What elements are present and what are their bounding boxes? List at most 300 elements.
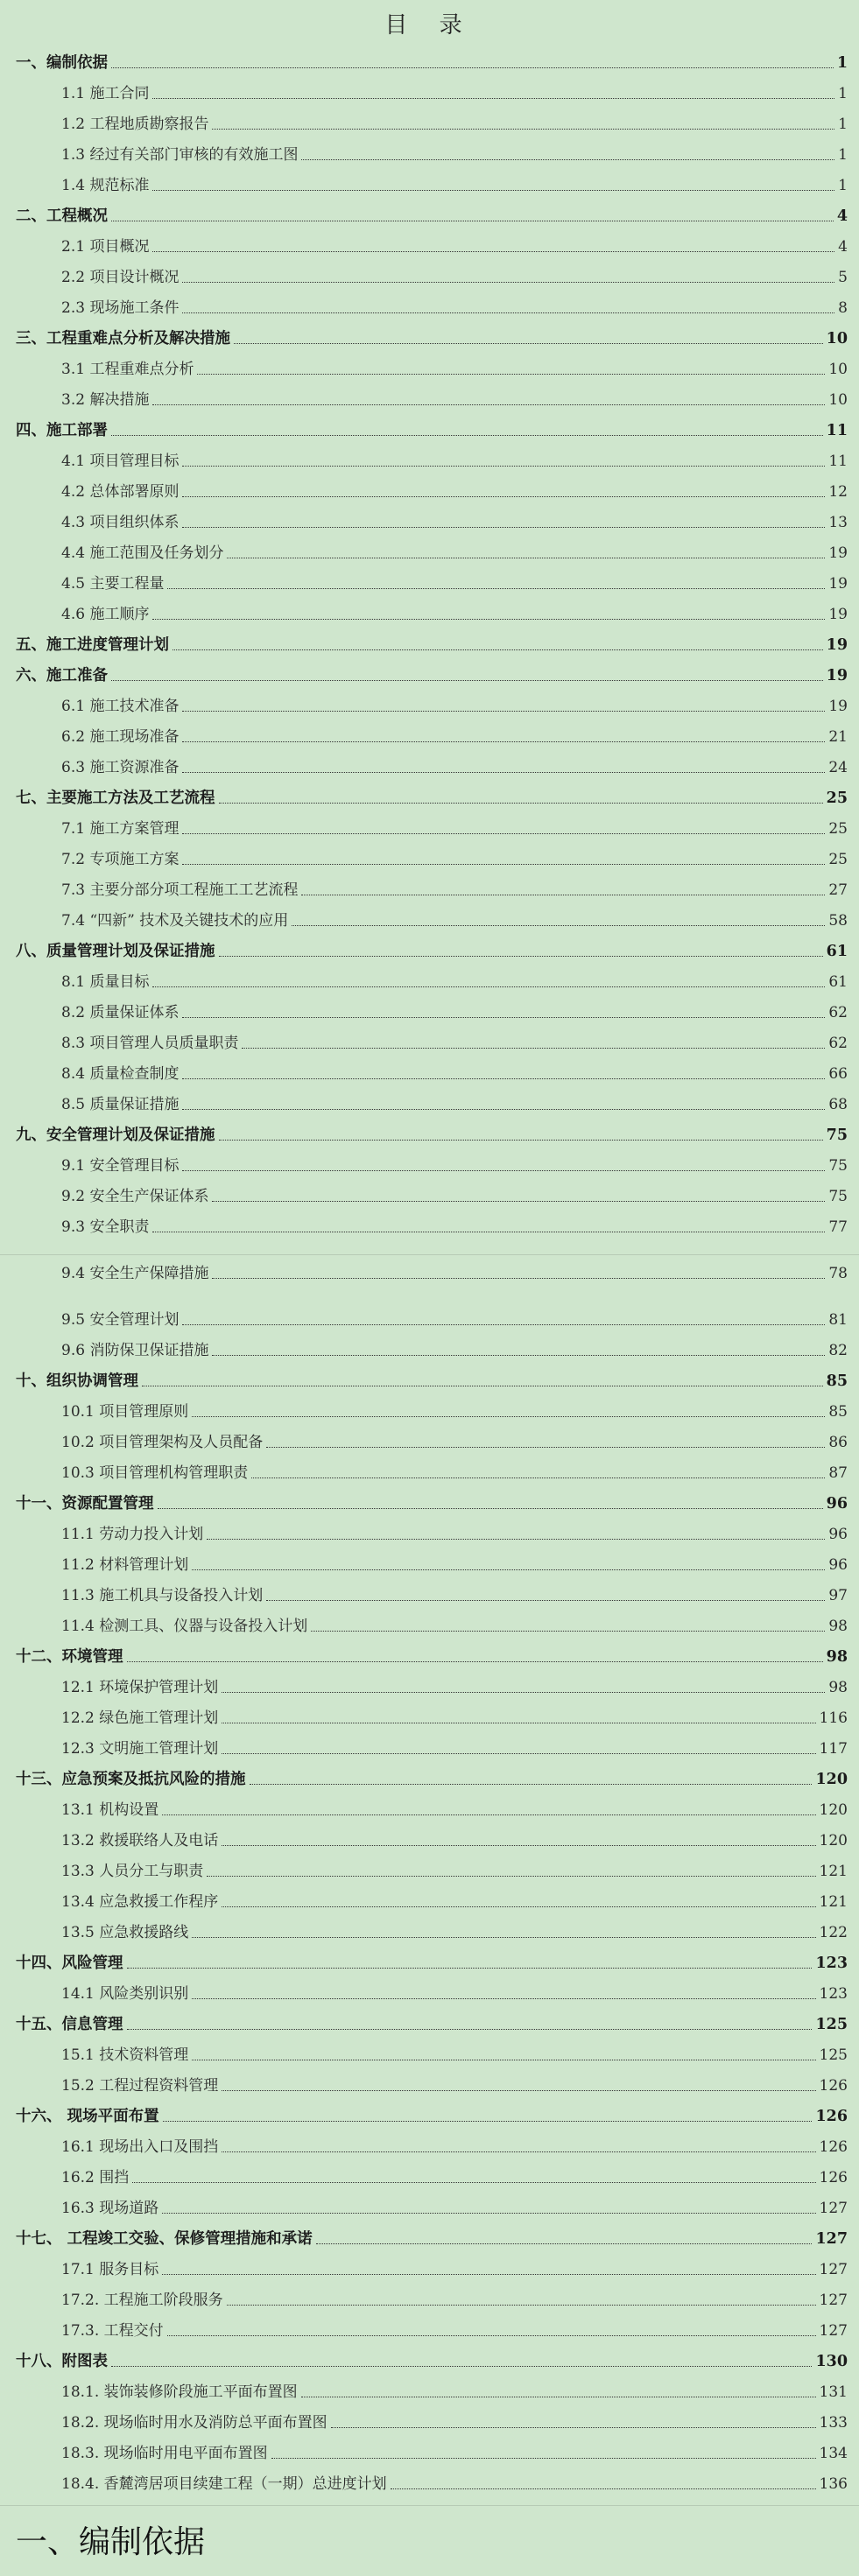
toc-section-entry[interactable] bbox=[0, 900, 848, 930]
toc-entry-title: 七、主要施工方法及工艺流程 bbox=[16, 790, 215, 807]
toc-section-entry[interactable] bbox=[0, 1253, 848, 1282]
toc-dot-leader bbox=[182, 1109, 825, 1110]
toc-dot-leader bbox=[162, 2274, 815, 2275]
toc-page-number: 66 bbox=[828, 1065, 848, 1083]
toc-dot-leader bbox=[182, 1078, 825, 1079]
toc-section-entry[interactable] bbox=[0, 1022, 848, 1052]
toc-page-number: 127 bbox=[819, 2261, 848, 2278]
toc-entry-title: 3.1 工程重难点分析 bbox=[61, 361, 194, 378]
toc-entry-title: 11.2 材料管理计划 bbox=[61, 1556, 189, 1574]
toc-page-number: 62 bbox=[828, 1004, 848, 1021]
toc-dot-leader bbox=[127, 2029, 813, 2030]
toc-dot-leader bbox=[173, 649, 823, 650]
toc-section-entry[interactable] bbox=[0, 103, 848, 133]
toc-dot-leader bbox=[222, 2090, 815, 2091]
toc-chapter-entry[interactable] bbox=[0, 410, 848, 439]
toc-dot-leader bbox=[212, 1355, 825, 1356]
toc-page-number: 82 bbox=[828, 1342, 848, 1359]
toc-section-entry[interactable] bbox=[0, 2310, 848, 2340]
toc-entry-title: 18.1. 装饰装修阶段施工平面布置图 bbox=[61, 2383, 298, 2401]
toc-entry-title: 1.2 工程地质勘察报告 bbox=[61, 116, 209, 133]
toc-dot-leader bbox=[152, 190, 834, 191]
toc-dot-leader bbox=[162, 2213, 815, 2214]
toc-dot-leader bbox=[182, 772, 825, 773]
toc-page-number: 11 bbox=[828, 453, 848, 470]
toc-entry-title: 12.1 环境保护管理计划 bbox=[61, 1679, 219, 1696]
toc-page-number: 12 bbox=[828, 483, 848, 501]
toc-page-number: 96 bbox=[826, 1495, 848, 1513]
toc-entry-title: 4.2 总体部署原则 bbox=[61, 483, 180, 501]
toc-dot-leader bbox=[182, 1017, 825, 1018]
toc-entry-title: 10.2 项目管理架构及人员配备 bbox=[61, 1434, 264, 1451]
toc-entry-title: 18.2. 现场临时用水及消防总平面布置图 bbox=[61, 2414, 327, 2432]
toc-page-number: 19 bbox=[828, 544, 848, 562]
toc-page-number: 19 bbox=[826, 636, 848, 654]
toc-chapter-entry[interactable] bbox=[0, 2095, 848, 2125]
toc-page-number: 120 bbox=[819, 1801, 848, 1819]
toc-dot-leader bbox=[182, 1170, 825, 1171]
toc-chapter-entry[interactable] bbox=[0, 42, 848, 72]
toc-entry-title: 18.4. 香麓湾居项目续建工程（一期）总进度计划 bbox=[61, 2475, 387, 2493]
toc-dot-leader bbox=[222, 1753, 815, 1754]
toc-dot-leader bbox=[111, 2366, 812, 2367]
toc-section-entry[interactable] bbox=[0, 502, 848, 531]
toc-dot-leader bbox=[207, 1876, 815, 1877]
toc-entry-title: 8.1 质量目标 bbox=[61, 973, 150, 991]
toc-entry-title: 九、安全管理计划及保证措施 bbox=[16, 1127, 215, 1144]
toc-chapter-entry[interactable] bbox=[0, 1942, 848, 1972]
toc-dot-leader bbox=[212, 1201, 825, 1202]
toc-page-number: 96 bbox=[828, 1526, 848, 1543]
toc-dot-leader bbox=[222, 1692, 825, 1693]
toc-section-entry[interactable] bbox=[0, 869, 848, 899]
toc-section-entry[interactable] bbox=[0, 2187, 848, 2217]
toc-section-entry[interactable] bbox=[0, 1605, 848, 1635]
toc-page-number: 10 bbox=[826, 330, 848, 347]
toc-entry-title: 13.2 救援联络人及电话 bbox=[61, 1832, 219, 1850]
toc-page-number: 81 bbox=[828, 1311, 848, 1329]
toc-section-entry[interactable] bbox=[0, 1973, 848, 2003]
toc-entry-title: 14.1 风险类别识别 bbox=[61, 1985, 189, 2003]
toc-page-number: 134 bbox=[819, 2445, 848, 2462]
toc-section-entry[interactable] bbox=[0, 1053, 848, 1083]
toc-section-entry[interactable] bbox=[0, 2034, 848, 2064]
toc-entry-title: 9.2 安全生产保证体系 bbox=[61, 1188, 209, 1205]
toc-section-entry[interactable] bbox=[0, 1667, 848, 1696]
toc-page-number: 1 bbox=[838, 116, 848, 133]
toc-entry-title: 三、工程重难点分析及解决措施 bbox=[16, 330, 230, 347]
toc-entry-title: 8.2 质量保证体系 bbox=[61, 1004, 180, 1021]
toc-page-number: 4 bbox=[836, 207, 848, 225]
toc-page-number: 10 bbox=[828, 391, 848, 409]
toc-entry-title: 十三、应急预案及抵抗风险的措施 bbox=[16, 1771, 246, 1788]
toc-dot-leader bbox=[222, 2151, 815, 2152]
toc-section-entry[interactable] bbox=[0, 1728, 848, 1758]
toc-page-number: 24 bbox=[828, 759, 848, 776]
toc-chapter-entry[interactable] bbox=[0, 1483, 848, 1513]
toc-section-entry[interactable] bbox=[0, 593, 848, 623]
toc-dot-leader bbox=[152, 251, 834, 252]
toc-section-entry[interactable] bbox=[0, 2402, 848, 2432]
toc-entry-title: 十一、资源配置管理 bbox=[16, 1495, 154, 1513]
toc-dot-leader bbox=[132, 2182, 815, 2183]
toc-entry-title: 十五、信息管理 bbox=[16, 2016, 123, 2033]
toc-dot-leader bbox=[182, 282, 834, 283]
toc-entry-title: 9.1 安全管理目标 bbox=[61, 1157, 180, 1175]
toc-entry-title: 8.5 质量保证措施 bbox=[61, 1096, 180, 1113]
toc-section-entry[interactable] bbox=[0, 1206, 848, 1236]
toc-section-entry[interactable] bbox=[0, 685, 848, 715]
toc-page-number: 126 bbox=[819, 2138, 848, 2156]
toc-entry-title: 9.5 安全管理计划 bbox=[61, 1311, 180, 1329]
toc-page-number: 116 bbox=[819, 1709, 848, 1727]
toc-entry-title: 十六、 现场平面布置 bbox=[16, 2108, 159, 2125]
toc-dot-leader bbox=[192, 1998, 815, 1999]
toc-entry-title: 8.3 项目管理人员质量职责 bbox=[61, 1035, 239, 1052]
toc-page-number: 19 bbox=[828, 575, 848, 593]
toc-entry-title: 9.4 安全生产保障措施 bbox=[61, 1265, 209, 1282]
toc-page-number: 75 bbox=[828, 1188, 848, 1205]
toc-dot-leader bbox=[192, 1416, 825, 1417]
toc-page-number: 85 bbox=[826, 1372, 848, 1390]
toc-title: 目 录 bbox=[384, 12, 475, 39]
toc-page-number: 19 bbox=[826, 667, 848, 684]
toc-page-number: 4 bbox=[838, 238, 848, 256]
toc-dot-leader bbox=[266, 1447, 825, 1448]
toc-section-entry[interactable] bbox=[0, 1176, 848, 1205]
toc-chapter-entry[interactable] bbox=[0, 2341, 848, 2370]
toc-page-number: 127 bbox=[819, 2322, 848, 2340]
toc-section-entry[interactable] bbox=[0, 2126, 848, 2156]
toc-entry-title: 15.2 工程过程资料管理 bbox=[61, 2077, 219, 2095]
toc-dot-leader bbox=[192, 1569, 825, 1570]
toc-section-entry[interactable] bbox=[0, 2432, 848, 2462]
toc-entry-title: 1.4 规范标准 bbox=[61, 177, 150, 194]
toc-entry-title: 八、质量管理计划及保证措施 bbox=[16, 943, 215, 960]
toc-entry-title: 11.1 劳动力投入计划 bbox=[61, 1526, 204, 1543]
toc-dot-leader bbox=[167, 2335, 816, 2336]
toc-chapter-entry[interactable] bbox=[0, 195, 848, 225]
toc-chapter-entry[interactable] bbox=[0, 777, 848, 807]
toc-chapter-entry[interactable] bbox=[0, 930, 848, 960]
toc-chapter-entry[interactable] bbox=[0, 318, 848, 347]
toc-dot-leader bbox=[197, 374, 825, 375]
toc-page-number: 62 bbox=[828, 1035, 848, 1052]
toc-page-number: 86 bbox=[828, 1434, 848, 1451]
toc-page-number: 25 bbox=[828, 851, 848, 868]
toc-page-number: 122 bbox=[819, 1924, 848, 1941]
toc-dot-leader bbox=[111, 435, 823, 436]
toc-dot-leader bbox=[219, 956, 823, 957]
toc-section-entry[interactable] bbox=[0, 992, 848, 1021]
toc-chapter-entry[interactable] bbox=[0, 2004, 848, 2033]
toc-entry-title: 2.2 项目设计概况 bbox=[61, 269, 180, 286]
toc-dot-leader bbox=[182, 741, 825, 742]
toc-section-entry[interactable] bbox=[0, 471, 848, 501]
toc-page-number: 13 bbox=[828, 514, 848, 531]
toc-dot-leader bbox=[127, 1661, 823, 1662]
toc-section-entry[interactable] bbox=[0, 226, 848, 256]
toc-section-entry[interactable] bbox=[0, 961, 848, 991]
toc-page-number: 11 bbox=[826, 422, 848, 439]
toc-entry-title: 十四、风险管理 bbox=[16, 1955, 123, 1972]
toc-dot-leader bbox=[111, 680, 823, 681]
toc-dot-leader bbox=[163, 2121, 813, 2122]
toc-entry-title: 13.1 机构设置 bbox=[61, 1801, 159, 1819]
toc-entry-title: 一、编制依据 bbox=[16, 54, 108, 72]
toc-page-number: 131 bbox=[819, 2383, 848, 2401]
toc-page-number: 1 bbox=[838, 177, 848, 194]
toc-section-entry[interactable] bbox=[0, 747, 848, 776]
toc-dot-leader bbox=[316, 2243, 813, 2244]
toc-entry-title: 4.5 主要工程量 bbox=[61, 575, 165, 593]
toc-section-entry[interactable] bbox=[0, 2065, 848, 2095]
toc-page-number: 130 bbox=[815, 2353, 848, 2370]
toc-dot-leader bbox=[391, 2488, 816, 2489]
toc-section-entry[interactable] bbox=[0, 1330, 848, 1359]
toc-chapter-entry[interactable] bbox=[0, 1636, 848, 1666]
toc-entry-title: 12.3 文明施工管理计划 bbox=[61, 1740, 219, 1758]
toc-entry-title: 4.6 施工顺序 bbox=[61, 606, 150, 623]
toc-entry-title: 10.1 项目管理原则 bbox=[61, 1403, 189, 1421]
toc-section-entry[interactable] bbox=[0, 1850, 848, 1880]
toc-dot-leader bbox=[207, 1539, 825, 1540]
toc-entry-title: 二、工程概况 bbox=[16, 207, 108, 225]
toc-entry-title: 17.3. 工程交付 bbox=[61, 2322, 164, 2340]
toc-dot-leader bbox=[271, 2458, 816, 2459]
toc-entry-title: 17.1 服务目标 bbox=[61, 2261, 159, 2278]
toc-page-number: 19 bbox=[828, 606, 848, 623]
toc-page-number: 123 bbox=[819, 1985, 848, 2003]
toc-page-number: 126 bbox=[819, 2169, 848, 2186]
toc-page-number: 75 bbox=[826, 1127, 848, 1144]
toc-page-number: 127 bbox=[819, 2200, 848, 2217]
toc-entry-title: 4.3 项目组织体系 bbox=[61, 514, 180, 531]
toc-dot-leader bbox=[167, 588, 825, 589]
toc-page-number: 5 bbox=[838, 269, 848, 286]
toc-page-number: 25 bbox=[826, 790, 848, 807]
toc-entry-title: 7.4 “四新” 技术及关键技术的应用 bbox=[61, 912, 289, 930]
toc-page-number: 126 bbox=[819, 2077, 848, 2095]
toc-dot-leader bbox=[227, 2305, 816, 2306]
toc-section-entry[interactable] bbox=[0, 1820, 848, 1850]
toc-page-number: 98 bbox=[826, 1648, 848, 1666]
toc-page-number: 120 bbox=[815, 1771, 848, 1788]
toc-chapter-entry[interactable] bbox=[0, 655, 848, 684]
toc-entry-title: 1.3 经过有关部门审核的有效施工图 bbox=[61, 146, 299, 164]
toc-dot-leader bbox=[212, 1278, 825, 1279]
toc-entry-title: 10.3 项目管理机构管理职责 bbox=[61, 1464, 249, 1482]
toc-entry-title: 15.1 技术资料管理 bbox=[61, 2046, 189, 2064]
toc-dot-leader bbox=[219, 1140, 823, 1141]
toc-page-number: 127 bbox=[815, 2230, 848, 2248]
toc-entry-title: 9.3 安全职责 bbox=[61, 1218, 150, 1236]
toc-section-entry[interactable] bbox=[0, 440, 848, 470]
toc-dot-leader bbox=[162, 1814, 815, 1815]
toc-page-number: 98 bbox=[828, 1618, 848, 1635]
toc-page-number: 87 bbox=[828, 1464, 848, 1482]
toc-section-entry[interactable] bbox=[0, 839, 848, 868]
toc-page-number: 117 bbox=[819, 1740, 848, 1758]
toc-page-number: 1 bbox=[838, 85, 848, 102]
toc-page-number: 61 bbox=[828, 973, 848, 991]
toc-entry-title: 6.3 施工资源准备 bbox=[61, 759, 180, 776]
toc-page-number: 77 bbox=[828, 1218, 848, 1236]
toc-entry-title: 8.4 质量检查制度 bbox=[61, 1065, 180, 1083]
toc-dot-leader bbox=[152, 986, 825, 987]
toc-page-number: 123 bbox=[815, 1955, 848, 1972]
toc-page-number: 1 bbox=[836, 54, 848, 72]
toc-section-entry[interactable] bbox=[0, 256, 848, 286]
toc-page-number: 58 bbox=[828, 912, 848, 930]
toc-dot-leader bbox=[311, 1631, 825, 1632]
toc-dot-leader bbox=[212, 129, 834, 130]
toc-entry-title: 7.3 主要分部分项工程施工工艺流程 bbox=[61, 881, 299, 899]
toc-entry-title: 4.1 项目管理目标 bbox=[61, 453, 180, 470]
toc-dot-leader bbox=[182, 1324, 825, 1325]
toc-section-entry[interactable] bbox=[0, 716, 848, 746]
toc-section-entry[interactable] bbox=[0, 1789, 848, 1819]
toc-section-entry[interactable] bbox=[0, 1084, 848, 1113]
toc-chapter-entry[interactable] bbox=[0, 624, 848, 654]
toc-chapter-entry[interactable] bbox=[0, 1758, 848, 1788]
toc-dot-leader bbox=[301, 159, 834, 160]
toc-entry-title: 13.3 人员分工与职责 bbox=[61, 1863, 204, 1880]
toc-dot-leader bbox=[182, 864, 825, 865]
toc-dot-leader bbox=[182, 527, 825, 528]
toc-dot-leader bbox=[192, 1937, 815, 1938]
toc-dot-leader bbox=[152, 98, 834, 99]
toc-section-entry[interactable] bbox=[0, 1513, 848, 1543]
page-break-divider bbox=[0, 1254, 859, 1255]
toc-entry-title: 2.1 项目概况 bbox=[61, 238, 150, 256]
toc-section-entry[interactable] bbox=[0, 379, 848, 409]
toc-section-entry[interactable] bbox=[0, 1452, 848, 1482]
toc-entry-title: 11.3 施工机具与设备投入计划 bbox=[61, 1587, 264, 1604]
toc-section-entry[interactable] bbox=[0, 1912, 848, 1941]
toc-chapter-entry[interactable] bbox=[0, 1114, 848, 1144]
toc-section-entry[interactable] bbox=[0, 1575, 848, 1604]
toc-page-number: 125 bbox=[815, 2016, 848, 2033]
section-heading: 一、编制依据 bbox=[16, 2524, 206, 2560]
toc-dot-leader bbox=[182, 496, 825, 497]
toc-section-entry[interactable] bbox=[0, 808, 848, 838]
toc-dot-leader bbox=[219, 803, 823, 804]
toc-dot-leader bbox=[152, 404, 825, 405]
toc-dot-leader bbox=[242, 1048, 825, 1049]
toc-entry-title: 十七、 工程竣工交验、保修管理措施和承诺 bbox=[16, 2230, 313, 2248]
toc-section-entry[interactable] bbox=[0, 2249, 848, 2278]
toc-page-number: 121 bbox=[819, 1893, 848, 1911]
toc-entry-title: 16.3 现场道路 bbox=[61, 2200, 159, 2217]
toc-entry-title: 16.2 围挡 bbox=[61, 2169, 130, 2186]
toc-page-number: 61 bbox=[826, 943, 848, 960]
toc-section-entry[interactable] bbox=[0, 1881, 848, 1911]
toc-entry-title: 9.6 消防保卫保证措施 bbox=[61, 1342, 209, 1359]
toc-section-entry[interactable] bbox=[0, 1145, 848, 1175]
toc-page-number: 133 bbox=[819, 2414, 848, 2432]
toc-page-number: 8 bbox=[838, 299, 848, 317]
toc-page-number: 125 bbox=[819, 2046, 848, 2064]
toc-entry-title: 13.4 应急救援工作程序 bbox=[61, 1893, 219, 1911]
toc-dot-leader bbox=[182, 711, 825, 712]
toc-page-number: 10 bbox=[828, 361, 848, 378]
toc-entry-title: 十、组织协调管理 bbox=[16, 1372, 138, 1390]
toc-section-entry[interactable] bbox=[0, 73, 848, 102]
toc-dot-leader bbox=[158, 1508, 823, 1509]
toc-section-entry[interactable] bbox=[0, 287, 848, 317]
toc-chapter-entry[interactable] bbox=[0, 1360, 848, 1390]
toc-entry-title: 11.4 检测工具、仪器与设备投入计划 bbox=[61, 1618, 308, 1635]
toc-page-number: 68 bbox=[828, 1096, 848, 1113]
toc-section-entry[interactable] bbox=[0, 1299, 848, 1329]
toc-page-number: 121 bbox=[819, 1863, 848, 1880]
toc-entry-title: 六、施工准备 bbox=[16, 667, 108, 684]
toc-page-number: 127 bbox=[819, 2292, 848, 2309]
toc-chapter-entry[interactable] bbox=[0, 2218, 848, 2248]
toc-page-number: 19 bbox=[828, 698, 848, 715]
toc-section-entry[interactable] bbox=[0, 348, 848, 378]
toc-page-number: 96 bbox=[828, 1556, 848, 1574]
toc-page-number: 27 bbox=[828, 881, 848, 899]
toc-dot-leader bbox=[331, 2427, 816, 2428]
toc-section-entry[interactable] bbox=[0, 2371, 848, 2401]
toc-dot-leader bbox=[127, 1968, 813, 1969]
toc-section-entry[interactable] bbox=[0, 2463, 848, 2493]
toc-entry-title: 6.1 施工技术准备 bbox=[61, 698, 180, 715]
toc-section-entry[interactable] bbox=[0, 1697, 848, 1727]
toc-section-entry[interactable] bbox=[0, 2157, 848, 2186]
toc-dot-leader bbox=[292, 925, 825, 926]
toc-dot-leader bbox=[182, 312, 834, 313]
toc-section-entry[interactable] bbox=[0, 2279, 848, 2309]
toc-dot-leader bbox=[266, 1600, 825, 1601]
toc-dot-leader bbox=[111, 67, 834, 68]
toc-page-number: 1 bbox=[838, 146, 848, 164]
toc-page-number: 97 bbox=[828, 1587, 848, 1604]
toc-section-entry[interactable] bbox=[0, 134, 848, 164]
toc-entry-title: 四、施工部署 bbox=[16, 422, 108, 439]
toc-page-number: 136 bbox=[819, 2475, 848, 2493]
toc-entry-title: 12.2 绿色施工管理计划 bbox=[61, 1709, 219, 1727]
toc-entry-title: 4.4 施工范围及任务划分 bbox=[61, 544, 224, 562]
toc-entry-title: 6.2 施工现场准备 bbox=[61, 728, 180, 746]
toc-dot-leader bbox=[234, 343, 823, 344]
toc-dot-leader bbox=[152, 619, 825, 620]
toc-entry-title: 2.3 现场施工条件 bbox=[61, 299, 180, 317]
toc-section-entry[interactable] bbox=[0, 1544, 848, 1574]
toc-dot-leader bbox=[250, 1784, 813, 1785]
toc-entry-title: 1.1 施工合同 bbox=[61, 85, 150, 102]
page-break-divider bbox=[0, 2505, 859, 2506]
toc-entry-title: 17.2. 工程施工阶段服务 bbox=[61, 2292, 223, 2309]
toc-entry-title: 3.2 解决措施 bbox=[61, 391, 150, 409]
toc-page-number: 126 bbox=[815, 2108, 848, 2125]
toc-dot-leader bbox=[222, 1906, 815, 1907]
toc-section-entry[interactable] bbox=[0, 1391, 848, 1421]
toc-entry-title: 十八、附图表 bbox=[16, 2353, 108, 2370]
toc-entry-title: 十二、环境管理 bbox=[16, 1648, 123, 1666]
toc-page-number: 98 bbox=[828, 1679, 848, 1696]
toc-section-entry[interactable] bbox=[0, 532, 848, 562]
toc-page-number: 120 bbox=[819, 1832, 848, 1850]
toc-entry-title: 7.1 施工方案管理 bbox=[61, 820, 180, 838]
toc-section-entry[interactable] bbox=[0, 1421, 848, 1451]
toc-section-entry[interactable] bbox=[0, 563, 848, 593]
toc-page-number: 75 bbox=[828, 1157, 848, 1175]
toc-section-entry[interactable] bbox=[0, 165, 848, 194]
toc-entry-title: 7.2 专项施工方案 bbox=[61, 851, 180, 868]
